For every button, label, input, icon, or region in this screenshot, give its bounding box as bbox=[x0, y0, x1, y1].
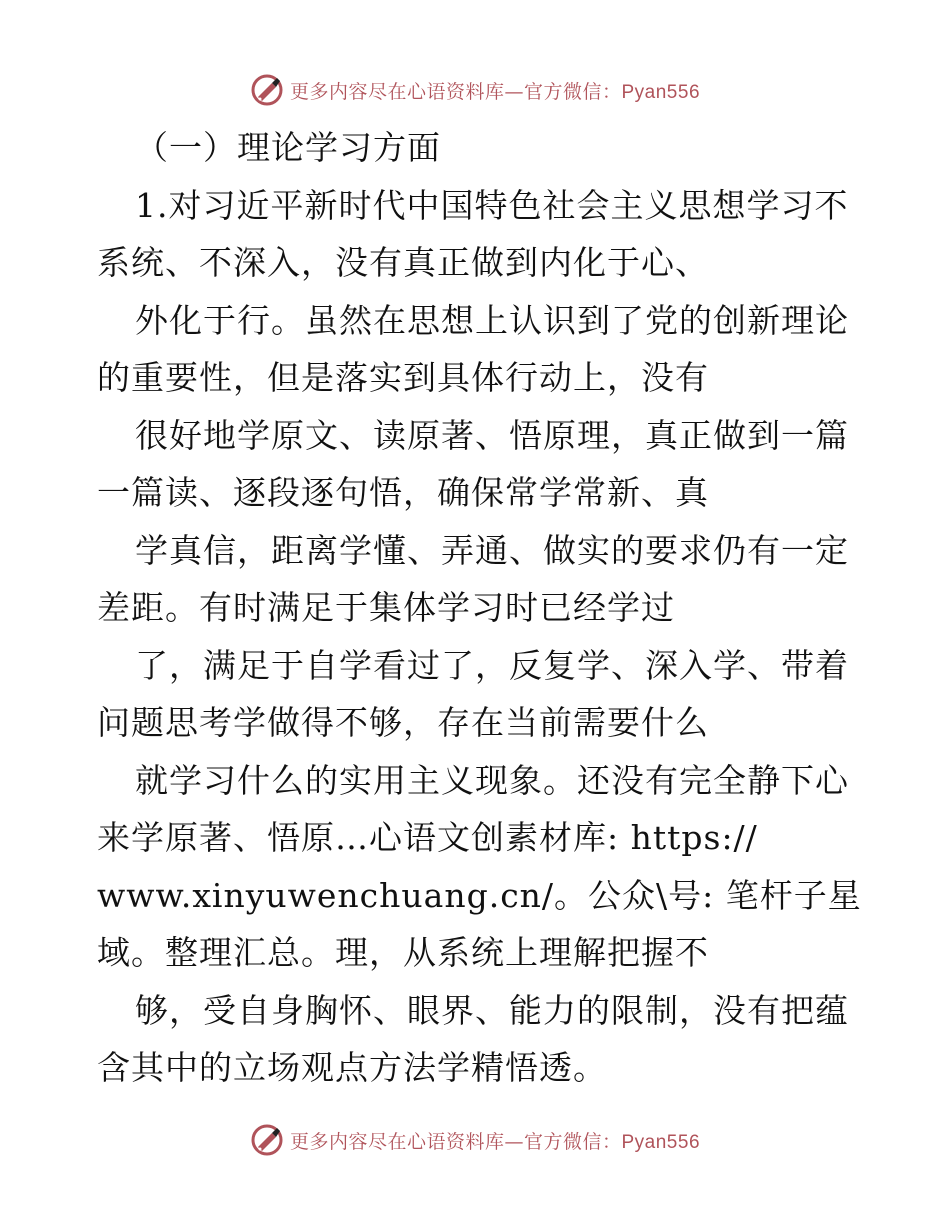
document-body bbox=[97, 119, 862, 1097]
header-banner bbox=[0, 70, 950, 110]
banner-wechat-id: Pyan556 bbox=[621, 1131, 701, 1153]
text-line: 够，受自身胸怀、眼界、能力的限制，没有把蕴 bbox=[135, 990, 849, 1030]
text-line: 问题思考学做得不够，存在当前需要什么 bbox=[97, 703, 709, 742]
text-line: 域。整理汇总。理，从系统上理解把握不 bbox=[97, 933, 709, 972]
text-line: 外化于行。虽然在思想上认识到了党的创新理论 bbox=[135, 300, 849, 340]
banner-text: 更多内容尽在心语资料库—官方微信： bbox=[289, 80, 622, 103]
footer-banner bbox=[0, 1120, 950, 1160]
text-line: 了，满足于自学看过了，反复学、深入学、带着 bbox=[135, 645, 849, 685]
text-line: www.xinyuwenchuang.cn/。公众\号: 笔杆子星 bbox=[97, 875, 862, 915]
text-line: 含其中的立场观点方法学精悟透。 bbox=[97, 1048, 607, 1087]
pen-logo-icon bbox=[250, 1123, 284, 1157]
text-line: 很好地学原文、读原著、悟原理，真正做到一篇 bbox=[135, 415, 849, 455]
banner-text: 更多内容尽在心语资料库—官方微信： bbox=[289, 1130, 622, 1153]
text-line: 1.对习近平新时代中国特色社会主义思想学习不 bbox=[135, 185, 849, 225]
text-line: 的重要性，但是落实到具体行动上，没有 bbox=[97, 358, 709, 397]
section-heading: （一）理论学习方面 bbox=[135, 128, 441, 167]
text-line: 学真信，距离学懂、弄通、做实的要求仍有一定 bbox=[135, 530, 849, 570]
banner-wechat-id: Pyan556 bbox=[621, 81, 701, 103]
text-line: 来学原著、悟原…心语文创素材库: https:// bbox=[97, 818, 758, 857]
text-line: 系统、不深入，没有真正做到内化于心、 bbox=[97, 243, 709, 282]
text-line: 差距。有时满足于集体学习时已经学过 bbox=[97, 588, 675, 627]
text-line: 就学习什么的实用主义现象。还没有完全静下心 bbox=[135, 760, 849, 800]
text-line: 一篇读、逐段逐句悟，确保常学常新、真 bbox=[97, 473, 709, 512]
pen-logo-icon bbox=[250, 73, 284, 107]
